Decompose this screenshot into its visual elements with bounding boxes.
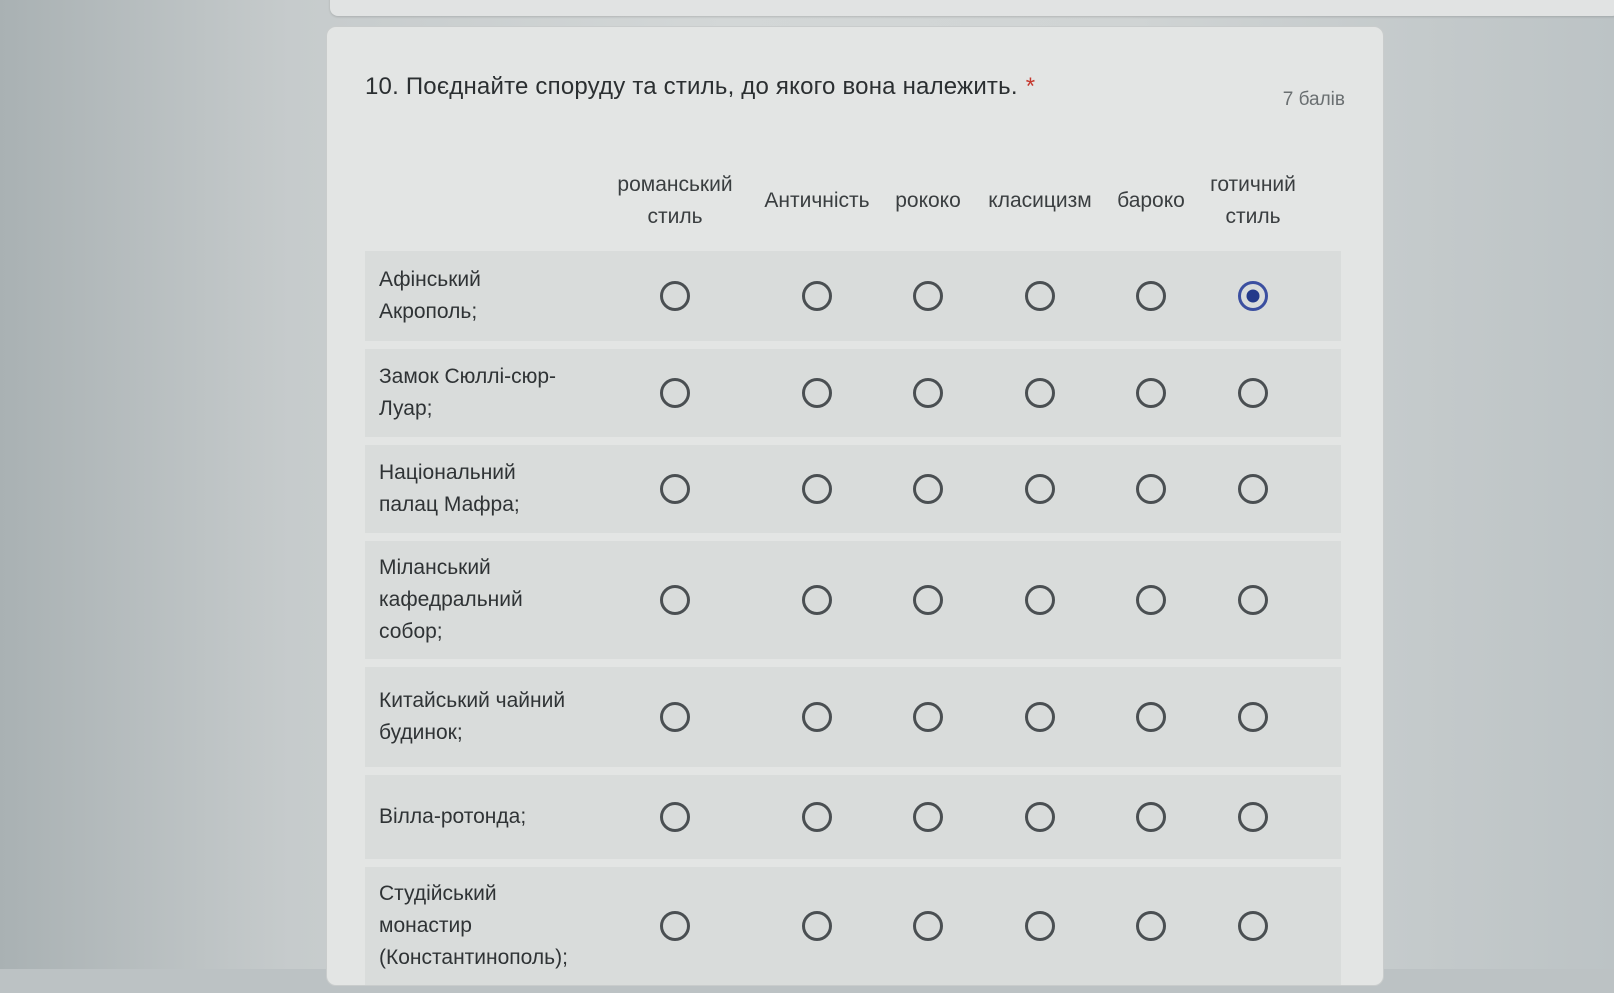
radio-option[interactable]: [1025, 378, 1055, 408]
radio-option[interactable]: [660, 281, 690, 311]
radio-option[interactable]: [802, 702, 832, 732]
radio-option[interactable]: [1238, 474, 1268, 504]
radio-option[interactable]: [1238, 585, 1268, 615]
radio-option[interactable]: [1136, 702, 1166, 732]
question-title-text: 10. Поєднайте споруду та стиль, до якого вона належить.: [365, 73, 1018, 100]
choice-grid: [365, 151, 1341, 993]
previous-question-card: [330, 0, 1614, 16]
radio-option[interactable]: [802, 802, 832, 832]
question-title: [365, 73, 1035, 101]
grid-row: [365, 775, 1341, 859]
row-label: Міланський кафедральний собор;: [379, 556, 523, 643]
radio-option[interactable]: [1238, 281, 1268, 311]
radio-option[interactable]: [1238, 802, 1268, 832]
row-label: Національний палац Мафра;: [379, 461, 520, 516]
grid-row: [365, 667, 1341, 767]
column-header-3: класицизм: [988, 189, 1092, 212]
radio-option[interactable]: [1238, 378, 1268, 408]
radio-option[interactable]: [660, 802, 690, 832]
row-label: Вілла-ротонда;: [379, 805, 527, 828]
grid-row: [365, 541, 1341, 659]
radio-option[interactable]: [1136, 802, 1166, 832]
radio-option[interactable]: [1025, 911, 1055, 941]
grid-rows: [365, 251, 1341, 985]
radio-option[interactable]: [1025, 474, 1055, 504]
row-label: Китайський чайний будинок;: [379, 689, 566, 744]
question-header: [365, 73, 1345, 113]
radio-option[interactable]: [1238, 702, 1268, 732]
row-label: Студійський монастир (Константинополь);: [379, 882, 568, 969]
radio-option[interactable]: [913, 802, 943, 832]
row-label: Афінський Акрополь;: [379, 268, 481, 323]
radio-option[interactable]: [802, 378, 832, 408]
radio-option[interactable]: [660, 911, 690, 941]
radio-option[interactable]: [1238, 911, 1268, 941]
grid-row: [365, 251, 1341, 341]
grid-row: [365, 445, 1341, 533]
question-card: [326, 26, 1384, 986]
radio-option[interactable]: [802, 911, 832, 941]
radio-option[interactable]: [913, 378, 943, 408]
radio-option[interactable]: [1025, 702, 1055, 732]
grid-column-headers: [365, 151, 1341, 251]
column-header-1: Античність: [764, 189, 870, 212]
radio-option[interactable]: [1136, 378, 1166, 408]
required-asterisk: *: [1025, 73, 1036, 100]
radio-option[interactable]: [660, 702, 690, 732]
radio-option[interactable]: [1136, 281, 1166, 311]
radio-option[interactable]: [802, 585, 832, 615]
radio-option[interactable]: [913, 281, 943, 311]
column-header-2: рококо: [895, 189, 961, 212]
radio-option[interactable]: [1025, 281, 1055, 311]
points-label: 7 балів: [1282, 89, 1345, 110]
radio-option[interactable]: [660, 585, 690, 615]
column-header-4: бароко: [1117, 189, 1185, 212]
radio-option[interactable]: [1136, 911, 1166, 941]
radio-option[interactable]: [1025, 585, 1055, 615]
column-header-0: романський стиль: [617, 173, 733, 228]
column-header-5: готичний стиль: [1210, 173, 1296, 228]
radio-option[interactable]: [660, 474, 690, 504]
radio-option[interactable]: [913, 702, 943, 732]
row-label: Замок Сюллі-сюр- Луар;: [379, 365, 557, 420]
radio-option[interactable]: [913, 585, 943, 615]
grid-row: [365, 349, 1341, 437]
radio-option[interactable]: [1025, 802, 1055, 832]
radio-option[interactable]: [1136, 585, 1166, 615]
radio-option[interactable]: [913, 911, 943, 941]
radio-option[interactable]: [913, 474, 943, 504]
grid-row: [365, 867, 1341, 985]
radio-option[interactable]: [802, 474, 832, 504]
radio-option[interactable]: [1136, 474, 1166, 504]
radio-option[interactable]: [802, 281, 832, 311]
radio-option[interactable]: [660, 378, 690, 408]
